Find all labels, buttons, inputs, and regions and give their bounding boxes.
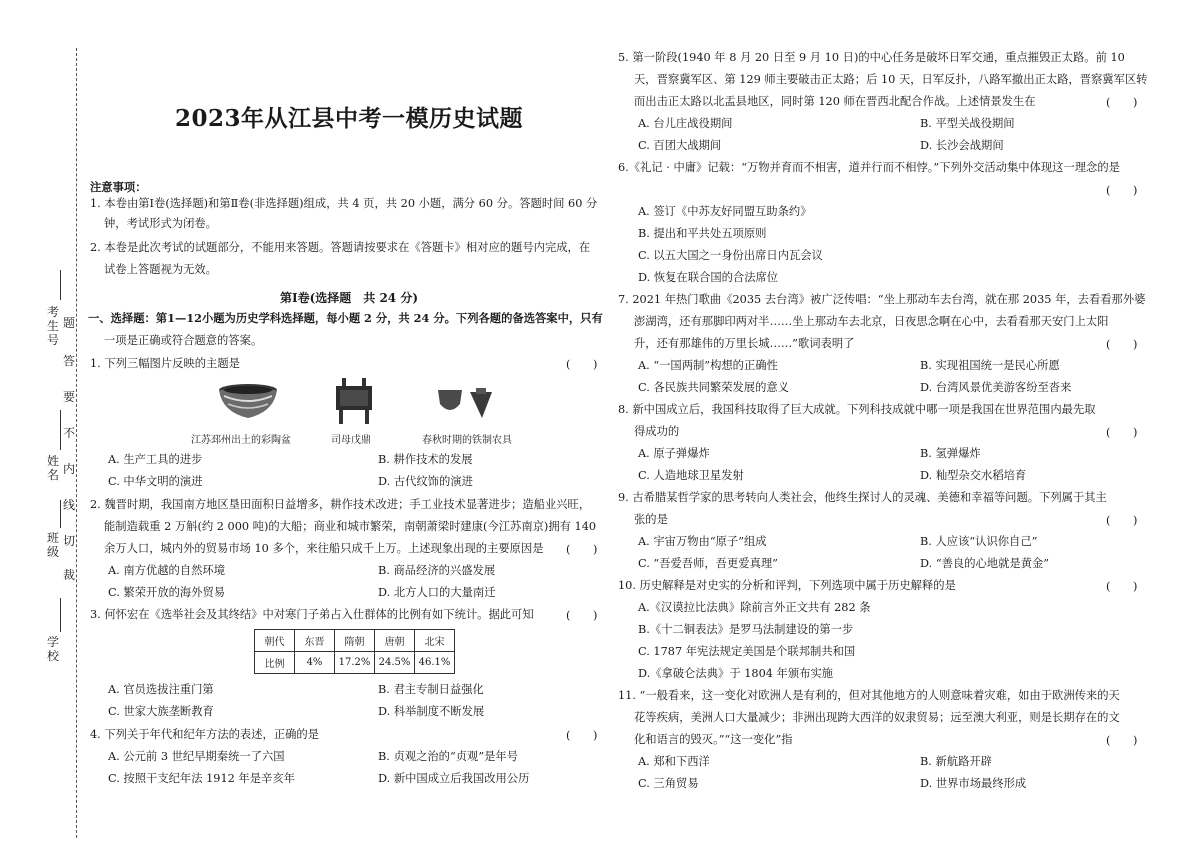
label-school: 学校 [46,635,59,663]
option: B. 贞观之治的“贞观”是年号 [378,750,519,763]
answer-paren: ( ) [1106,426,1138,439]
option: D. 科举制度不断发展 [378,705,485,718]
class-line [60,500,61,528]
warn-char: 要 [62,390,75,404]
exam-title: 2023年从江县中考一模历史试题 [174,105,523,132]
option: A. 郑和下西洋 [638,755,710,768]
q1-stem: 1. 下列三幅图片反映的主题是 [90,357,240,370]
warn-char: 裁 [62,568,75,582]
option: C. 繁荣开放的海外贸易 [108,586,226,599]
option: C. “吾爱吾师，吾更爱真理” [638,557,778,570]
q2-stem-line: 2. 魏晋时期，我国南方地区垦田面积日益增多，耕作技术改进；手工业技术显著进步；造船业兴旺， [90,498,591,511]
option: A. “一国两制”构想的正确性 [638,359,778,372]
instruction-line [88,311,603,326]
q5-stem-line: 而出击正太路以北盂县地区，同时第 120 师在晋西北配合作战。上述情景发生在 [634,95,1036,108]
answer-paren: ( ) [1106,184,1138,197]
label-class: 班级 [46,531,59,559]
option: C. 按照干支纪年法 1912 年是辛亥年 [108,772,295,785]
figure-caption: 江苏邳州出土的彩陶盆 [191,435,291,446]
figure-caption: 春秋时期的铁制农具 [422,435,512,446]
ratio-table [254,629,455,674]
instruction-text: 一、选择题：第1—12小题为历史学科选择题，每小题 2 分，共 24 分。下列各题的备选答案中，只有 [88,311,603,325]
q5-stem-line: 5. 第一阶段(1940 年 8 月 20 日至 9 月 10 日)的中心任务是破坏日军交通，重点摧毁正太路。前 10 [618,51,1125,64]
q2-stem-line: 能制造载重 2 万斛(约 2 000 吨)的大船；商业和城市繁荣，南朝萧梁时建康(今江苏南京)拥有 140 [104,520,597,533]
option: D. 世界市场最终形成 [920,777,1027,790]
q8-stem-line: 得成功的 [634,425,680,438]
q11-stem-line: 化和语言的毁灭。”“这一变化”指 [634,733,793,746]
table-row [255,630,455,652]
q7-stem-line: 澎湖湾，还有那脚印两对半……坐上那动车去北京，日夜思念啊在心中，去看看那天安门上太阳 [634,315,1109,328]
table-cell: 隋朝 [335,630,375,652]
cut-line [76,48,77,838]
option: A. 台儿庄战役期间 [638,117,733,130]
option: C. 世家大族垄断教育 [108,705,214,718]
q7-stem-line: 升，还有那雄伟的万里长城……”歌词表明了 [634,337,855,350]
table-cell: 24.5% [375,652,415,674]
option: B. 实现祖国统一是民心所愿 [920,359,1060,372]
notice-title: 注意事项： [90,180,147,194]
warn-char: 内 [62,462,75,476]
left-column [88,0,610,854]
table-cell: 4% [295,652,335,674]
exam-no-line [60,270,61,300]
q6-stem: 6.《礼记 · 中庸》记载：“万物并育而不相害，道并行而不相悖。”下列外交活动集中体现这一理念的是 [618,161,1120,174]
iron-farm-tools-image [436,386,498,420]
option: C. 人造地球卫星发射 [638,469,744,482]
option: C. 以五大国之一身份出席日内瓦会议 [638,249,823,262]
option: D. 籼型杂交水稻培育 [920,469,1027,482]
option: A. 生产工具的进步 [108,453,203,466]
warn-char: 不 [62,426,75,440]
q5-stem-line: 天，晋察冀军区、第 129 师主要破击正太路；后 10 天，日军反扑，八路军撤出正太路，晋察冀军区转 [634,73,1148,86]
option: B. 氢弹爆炸 [920,447,981,460]
instruction-line: 一项是正确或符合题意的答案。 [104,334,263,347]
option: A. 南方优越的自然环境 [108,564,226,577]
answer-paren: ( ) [1106,338,1138,351]
option: D. 北方人口的大量南迁 [378,586,496,599]
right-column [618,0,1148,854]
warn-char: 线 [62,498,75,512]
q8-stem-line: 8. 新中国成立后，我国科技取得了巨大成就。下列科技成就中哪一项是我国在世界范围内最先取 [618,403,1096,416]
answer-paren: ( ) [1106,96,1138,109]
q11-stem-line: 花等疾病，美洲人口大量减少；非洲出现跨大西洋的奴隶贸易；远至澳大利亚，则是长期存在的文 [634,711,1120,724]
option: D. 恢复在联合国的合法席位 [638,271,779,284]
q9-stem-line: 9. 古希腊某哲学家的思考转向人类社会，他终生探讨人的灵魂、美德和幸福等问题。下列属于其主 [618,491,1107,504]
option: D. “善良的心地就是黄金” [920,557,1050,570]
option: B. 提出和平共处五项原则 [638,227,767,240]
table-cell: 东晋 [295,630,335,652]
section-title: 第Ⅰ卷(选择题 共 24 分) [279,291,419,305]
q10-stem: 10. 历史解释是对史实的分析和评判，下列选项中属于历史解释的是 [618,579,956,592]
answer-paren: ( ) [566,609,598,622]
table-cell: 朝代 [255,630,295,652]
option: B. 人应该“认识你自己” [920,535,1038,548]
q7-stem-line: 7. 2021 年热门歌曲《2035 去台湾》被广泛传唱：“坐上那动车去台湾，就在那 2035 年，去看看那外婆 [618,293,1146,306]
figure-caption: 司母戊鼎 [331,435,371,446]
option: A. 官员选拔注重门第 [108,683,214,696]
option: C. 各民族共同繁荣发展的意义 [638,381,789,394]
label-exam-no: 考生号 [46,305,59,347]
option: B. 新航路开辟 [920,755,992,768]
notice-line: 1. 本卷由第Ⅰ卷(选择题)和第Ⅱ卷(非选择题)组成，共 4 页，共 20 小题，满分 60 分。答题时间 60 分 [90,197,598,210]
option: B. 君主专制日益强化 [378,683,484,696]
option: C. 中华文明的演进 [108,475,203,488]
option: A. 公元前 3 世纪早期秦统一了六国 [108,750,285,763]
table-cell: 北宋 [415,630,455,652]
warn-char: 答 [62,354,75,368]
answer-paren: ( ) [1106,734,1138,747]
option: D. 长沙会战期间 [920,139,1004,152]
answer-paren: ( ) [566,543,598,556]
option: B. 平型关战役期间 [920,117,1015,130]
q2-stem-line: 余万人口，城内外的贸易市场 10 多个，来往船只成千上万。上述现象出现的主要原因是 [104,542,544,555]
option: C. 三角贸易 [638,777,699,790]
option: A. 原子弹爆炸 [638,447,710,460]
name-line [60,410,61,450]
table-cell: 46.1% [415,652,455,674]
painted-pottery-basin-image [216,380,280,422]
q3-stem: 3. 何怀宏在《选举社会及其终结》中对寒门子弟占入仕群体的比例有如下统计。据此可知 [90,608,534,621]
notice-line: 钟，考试形式为闭卷。 [104,217,217,230]
option: D. 古代纹饰的演进 [378,475,473,488]
option: D.《拿破仑法典》于 1804 年颁布实施 [638,667,834,680]
simuwu-ding-image [332,378,376,424]
label-name: 姓名 [46,454,59,482]
school-line [60,598,61,632]
option: A. 签订《中苏友好同盟互助条约》 [638,205,812,218]
warn-char: 题 [62,316,75,330]
answer-paren: ( ) [1106,580,1138,593]
option: D. 新中国成立后我国改用公历 [378,772,530,785]
option: A. 宇宙万物由“原子”组成 [638,535,767,548]
warn-char: 切 [62,534,75,548]
notice-line: 试卷上答题视为无效。 [104,263,217,276]
table-cell: 比例 [255,652,295,674]
table-cell: 唐朝 [375,630,415,652]
option: A.《汉谟拉比法典》除前言外正文共有 282 条 [638,601,871,614]
option: D. 台湾风景优美游客纷至沓来 [920,381,1072,394]
notice-line: 2. 本卷是此次考试的试题部分，不能用来答题。答题请按要求在《答题卡》相对应的题号内完成，在 [90,241,591,254]
option: B. 商品经济的兴盛发展 [378,564,496,577]
option: C. 百团大战期间 [638,139,722,152]
answer-paren: ( ) [1106,514,1138,527]
table-cell: 17.2% [335,652,375,674]
option: C. 1787 年宪法规定美国是个联邦制共和国 [638,645,856,658]
answer-paren: ( ) [566,729,598,742]
q11-stem-line: 11. “一般看来，这一变化对欧洲人是有利的，但对其他地方的人则意味着灾难，如由于欧洲传来的天 [618,689,1120,702]
answer-paren: ( ) [566,358,598,371]
option: B.《十二铜表法》是罗马法制建设的第一步 [638,623,854,636]
q9-stem-line: 张的是 [634,513,668,526]
q4-stem: 4. 下列关于年代和纪年方法的表述，正确的是 [90,728,320,741]
table-row [255,652,455,674]
binding-margin [0,0,92,854]
option: B. 耕作技术的发展 [378,453,473,466]
